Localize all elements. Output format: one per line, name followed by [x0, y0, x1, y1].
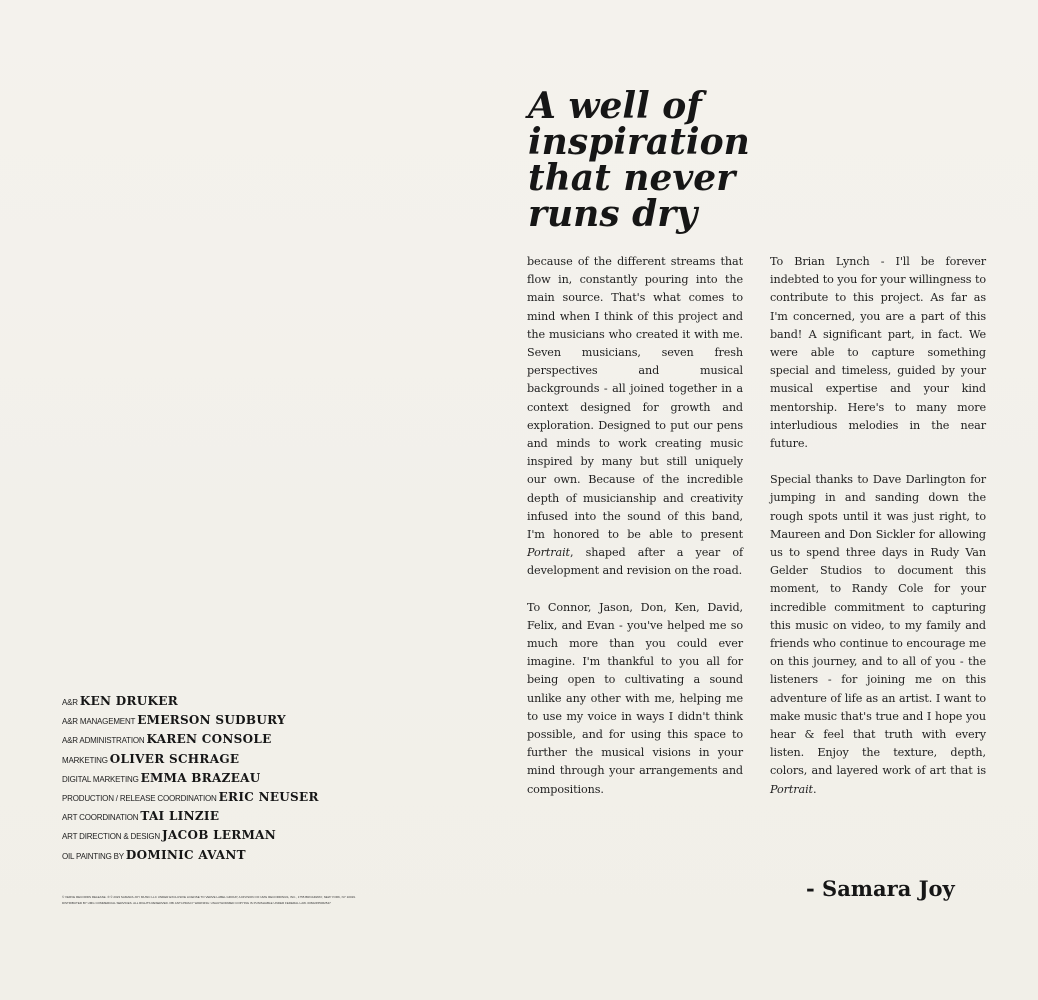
credit-name: DOMINIC AVANT: [125, 847, 246, 862]
credit-name: ERIC NEUSER: [218, 789, 319, 804]
paragraph: [527, 253, 743, 581]
headline-line: inspiration: [528, 121, 750, 163]
liner-notes-column-left: [527, 253, 743, 817]
paragraph: [527, 599, 743, 799]
credit-role: PRODUCTION / RELEASE COORDINATION: [62, 793, 217, 803]
headline: [528, 85, 848, 235]
headline-line: that never: [528, 157, 736, 199]
liner-notes-column-right: [770, 253, 986, 817]
credits-list: [62, 694, 392, 867]
credit-role: ART COORDINATION: [62, 813, 139, 823]
credit-role: A&R MANAGEMENT: [62, 717, 136, 727]
credit-name: EMMA BRAZEAU: [140, 770, 261, 785]
album-title-emphasis: Portrait: [527, 546, 570, 560]
credit-role: A&R: [62, 698, 78, 707]
credit-role: ART DIRECTION & DESIGN: [62, 832, 160, 842]
credit-row: [62, 732, 392, 751]
credit-role: A&R ADMINISTRATION: [62, 736, 145, 746]
credit-name: EMERSON SUDBURY: [137, 713, 286, 728]
paragraph-text: , shaped after a year of development and revision on the road.: [527, 546, 743, 578]
credit-role: DIGITAL MARKETING: [62, 774, 139, 784]
credit-row: [62, 828, 392, 847]
paragraph: [770, 253, 986, 453]
credit-role: OIL PAINTING BY: [62, 851, 124, 861]
credit-row: [62, 809, 392, 828]
headline-line: A well of: [528, 85, 702, 127]
paragraph-text: Special thanks to Dave Darlington for jumping in and sanding down the rough spots until it was just right, to Maureen and Don Sickler for allowing us to spend three days in Rudy Van Gelder Studios to document this moment, to Randy Cole for your incredible commitment to capturing this music on video, to my family and friends who continue to encourage me on this journey, and to all of you - the listeners - for joining me on this adventure of life as an artist. I want to make music that's true and I hope you hear & feel that truth with every listen. Enjoy the texture, depth, colors, and layered work of art that is: [770, 473, 986, 778]
legal-text: [62, 894, 434, 906]
credit-row: [62, 771, 392, 790]
credit-row: [62, 713, 392, 732]
paragraph-text: To Connor, Jason, Don, Ken, David, Felix, and Evan - you've helped me so much more than you could ever imagine. I'm thankful to you all for being open to cultivating a sound unlike any other with me, helping me to use my voice in ways I didn't think possible, and for using this space to further the musical visions in your mind through your arrangements and compositions.: [527, 600, 743, 796]
credit-row: [62, 790, 392, 809]
paragraph-text: To Brian Lynch - I'll be forever indebted to you for your willingness to contribute to this project. As far as I'm concerned, you are a part of this band! A significant part, in fact. We were able to capture something special and timeless, guided by your musical expertise and your kind mentorship. Here's to many more interludious melodies in the near future.: [770, 255, 986, 451]
credit-name: KAREN CONSOLE: [146, 732, 272, 747]
headline-line: runs dry: [528, 193, 698, 235]
credit-name: TAI LINZIE: [140, 809, 220, 824]
credit-name: JACOB LERMAN: [162, 828, 277, 843]
credit-name: KEN DRUKER: [79, 694, 178, 708]
credit-name: OLIVER SCHRAGE: [109, 751, 240, 766]
credit-row: [62, 752, 392, 771]
album-title-emphasis: Portrait: [770, 782, 813, 796]
paragraph-text: because of the different streams that flow in, constantly pouring into the main source. That's what comes to mind when I think of this project and the musicians who created it with me. Seven musicians, seven fresh perspectives and musical backgrounds - all joined together in a context designed for growth and exploration. Designed to put our pens and minds to work creating music inspired by many but still uniquely our own. Because of the incredible depth of musicianship and creativity infused into the sound of this band, I'm honored to be able to present: [527, 255, 743, 542]
legal-line: © VERVE RECORDS RELEASE. ℗ © 2023 SAMARA JOY MUSIC LLC UNDER EXCLUSIVE LICENSE TO VERVE LABEL GROUP, A DIVISION OF UMG RECORDINGS, INC., 1755 BROADWAY, NEW YORK, NY 10019.: [62, 895, 356, 899]
paragraph: [770, 471, 986, 799]
credit-row: [62, 694, 392, 713]
signature: - Samara Joy: [806, 876, 955, 901]
credit-row: [62, 848, 392, 867]
credit-role: MARKETING: [62, 755, 108, 765]
legal-line: DISTRIBUTED BY UMG COMMERCIAL SERVICES. ALL RIGHTS RESERVED. FBI ANTI-PIRACY WARNING: UNAUTHORIZED COPYING IS PUNISHABLE UNDER FEDERAL LAW. 00602455062547: [62, 901, 331, 905]
paragraph-text: .: [812, 782, 817, 796]
